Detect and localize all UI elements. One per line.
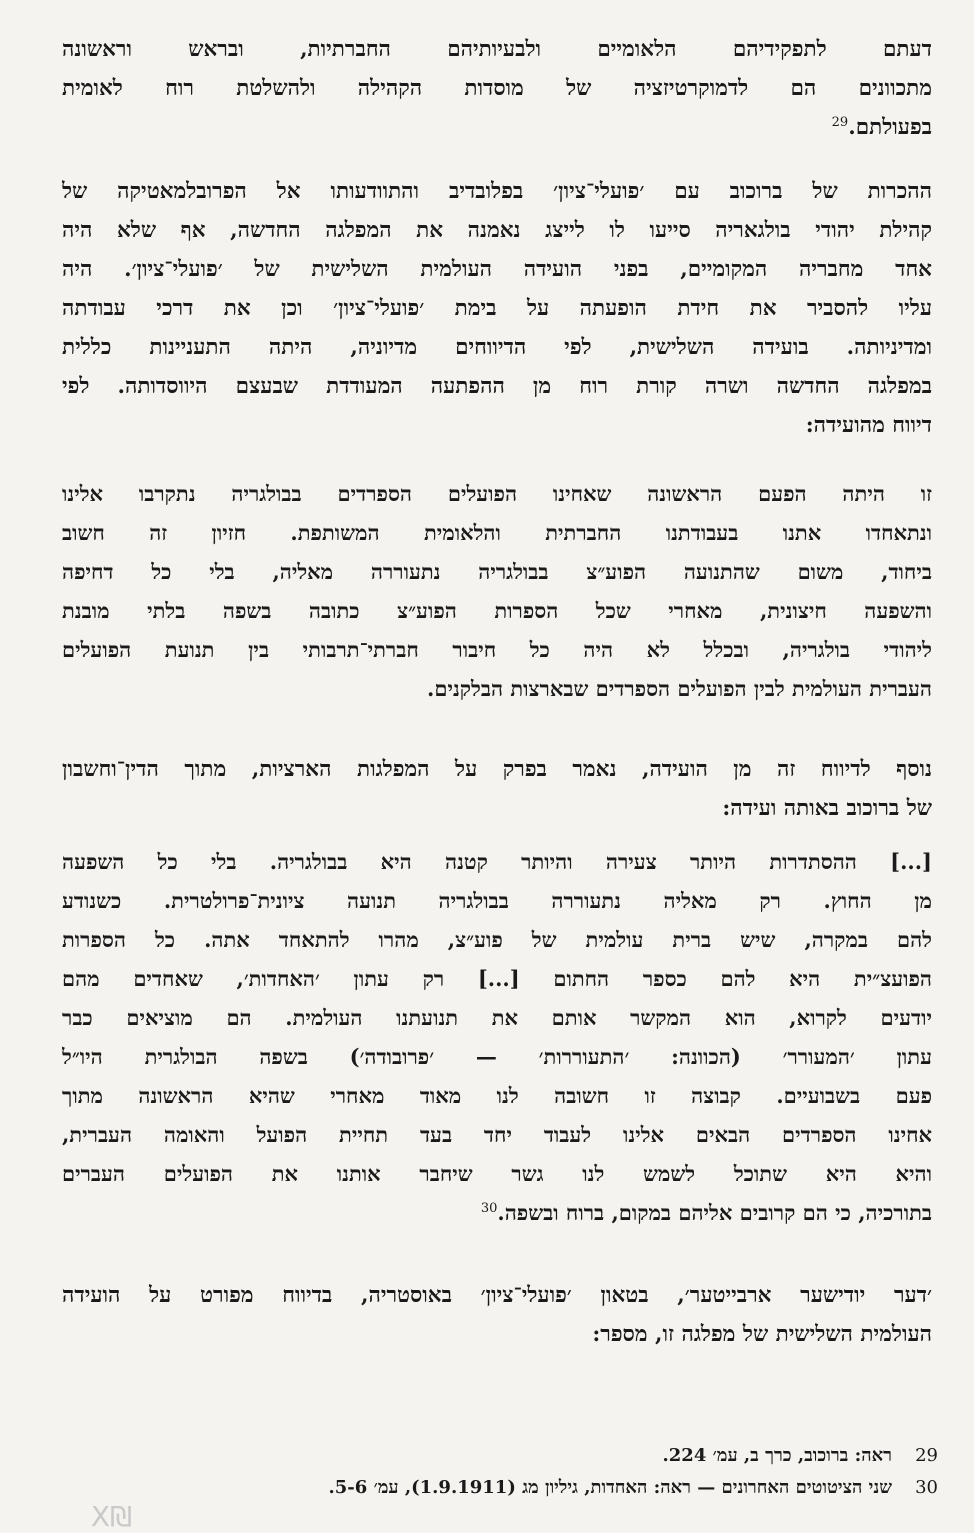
paragraph xyxy=(62,750,932,828)
text-line: זו היתה הפעם הראשונה שאחינו הפועלים הספרדים בבולגריה נתקרבו אלינו xyxy=(62,481,932,506)
text-line: [...] ההסתדרות היותר צעירה והיותר קטנה היא בבולגריה. בלי כל השפעה xyxy=(62,849,932,874)
paragraph xyxy=(62,172,932,445)
text-line: עתון ׳המעורר׳ (הכוונה: ׳התעוררות׳ — ׳פרובודה׳) בשפה הבולגרית היו״ל xyxy=(62,1044,932,1069)
text-line: עליו להסביר את חידת הופעתה על בימת ׳פועלי־ציון׳ וכן את דרכי עבודתה xyxy=(62,296,932,321)
text-line: ביחוד, משום שהתנועה הפוע״צ בבולגריה נתעוררה מאליה, בלי כל דחיפה xyxy=(62,559,932,584)
text-line: ומדיניותה. בועידה השלישית, לפי הדיווחים מדיוניה, היתה התעניינות כללית xyxy=(62,335,932,360)
text-line: אחד מחבריה המקומיים, בפני הועידה העולמית השלישית של ׳פועלי־ציון׳. היה xyxy=(62,257,932,282)
text-line: מן החוץ. רק מאליה נתעוררה בבולגריה תנועה ציונית־פרולטרית. כשנודע xyxy=(62,888,932,913)
line-text: בפעולתם. xyxy=(848,115,932,140)
text-line: ההכרות של ברוכוב עם ׳פועלי־ציון׳ בפלובדיב והתוודעותו אל הפרובלמאטיקה של xyxy=(62,179,932,204)
paragraph xyxy=(62,30,932,147)
paragraph xyxy=(62,1276,932,1354)
text-line: במפלגה החדשה ושרה קורת רוח מן ההפתעה המעודדת שבעצם היווסדותה. לפי xyxy=(62,374,932,399)
text-line: אחינו הספרדים הבאים אלינו לעבוד יחד בעד תחיית הפועל והאומה העברית, xyxy=(62,1122,932,1147)
footnote-text: שני הציטוטים האחרונים — ראה: האחדות, גיליון מג (1.9.1911), עמ׳ 5-6. xyxy=(328,1477,892,1498)
footnote-ref[interactable]: 30 xyxy=(480,1201,498,1216)
text-line: דיווח מהועידה: xyxy=(805,413,932,438)
line-text: בתורכיה, כי הם קרובים אליהם במקום, ברוח ובשפה. xyxy=(497,1200,932,1225)
footnote xyxy=(138,1472,938,1504)
text-line: ׳דער יודישער ארבייטער׳, בטאון ׳פועלי־ציון׳ באוסטריה, בדיווח מפורט על הועידה xyxy=(62,1283,932,1308)
footnote-ref[interactable]: 29 xyxy=(831,114,849,130)
text-line: נוסף לדיווח זה מן הועידה, נאמר בפרק על המפלגות הארציות, מתוך הדין־וחשבון xyxy=(62,757,932,782)
block-quote xyxy=(62,842,932,1232)
text-line: ונתאחדו אתנו בעבודתנו החברתית והלאומית המשותפת. חזיון זה חשוב xyxy=(62,520,932,545)
text-line: של ברוכוב באותה ועידה: xyxy=(722,796,932,821)
page-number-mark: ₪X xyxy=(90,1500,132,1533)
text-line: והיא היא שתוכל לשמש לנו גשר שיחבר אותנו את הפועלים העברים xyxy=(62,1161,932,1186)
text-line: מתכוונים הם לדמוקרטיזציה של מוסדות הקהילה ולהשלטת רוח לאומית xyxy=(62,76,932,101)
footnote-text: ראה: ברוכוב, כרך ב, עמ׳ 224. xyxy=(662,1445,892,1466)
footnote-number: 29 xyxy=(915,1445,938,1466)
footnote xyxy=(138,1440,938,1472)
text-line: פעם בשבועיים. קבוצה זו חשובה לנו מאוד מאחרי שהיא הראשונה מתוך xyxy=(62,1083,932,1108)
footnote-number: 30 xyxy=(915,1477,938,1498)
text-line: העולמית השלישית של מפלגה זו, מספר: xyxy=(592,1322,932,1347)
text-line: והשפעה חיצונית, מאחרי שכל הספרות הפוע״צ כתובה בשפה בלתי מובנת xyxy=(62,598,932,623)
text-line: העברית העולמית לבין הפועלים הספרדים שבארצות הבלקנים. xyxy=(427,676,932,701)
text-line: להם במקרה, שיש ברית עולמית של פוע״צ, מהרו להתאחד אתה. כל הספרות xyxy=(62,927,932,952)
text-line: קהילת יהודי בולגאריה סייעו לו לייצג נאמנה את המפלגה החדשה, אף שלא היה xyxy=(62,218,932,243)
text-line: דעתם לתפקידיהם הלאומיים ולבעיותיהם החברתיות, ובראש וראשונה xyxy=(62,37,932,62)
block-quote xyxy=(62,474,932,708)
text-line: הפועצ״ית היא להם כספר החתום [...] רק עתון ׳האחדות׳, שאחדים מהם xyxy=(62,966,932,991)
text-line: יודעים לקרוא, הוא המקשר אותם את תנועתנו העולמית. הם מוציאים כבר xyxy=(62,1005,932,1030)
text-line xyxy=(62,108,932,147)
text-line: ליהודי בולגריה, ובכלל לא היה כל חיבור חברתי־תרבותי בין תנועת הפועלים xyxy=(62,637,932,662)
footnotes xyxy=(138,1440,938,1504)
text-line xyxy=(62,1193,932,1232)
